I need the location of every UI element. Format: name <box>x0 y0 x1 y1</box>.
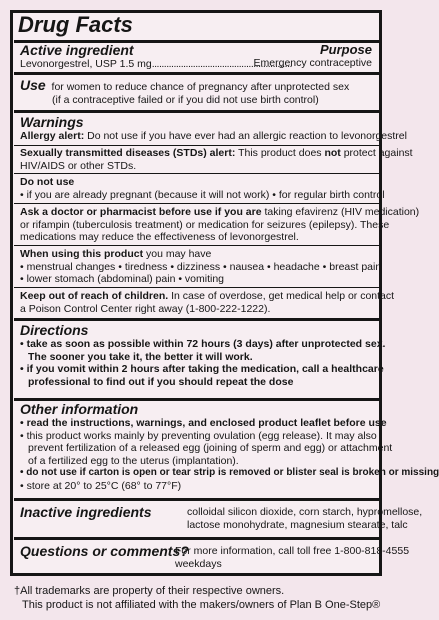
std-alert-label: Sexually transmitted diseases (STDs) alert: <box>20 147 236 159</box>
ask-doctor-text: taking efavirenz (HIV medication) <box>261 206 420 218</box>
when-using-label: When using this product <box>20 248 144 260</box>
allergy-alert-label: Allergy alert: <box>20 130 85 142</box>
ask-doctor-label: Ask a doctor or pharmacist before use if you are <box>20 206 262 218</box>
keep-out-label: Keep out of reach of children. <box>20 290 169 302</box>
trademark-note: †All trademarks are property of their respective owners. <box>14 585 285 597</box>
leader-dots: .......................................................... <box>151 58 292 70</box>
divider <box>14 318 380 321</box>
other-line-3: prevent fertilization of a released egg (joining of sperm and egg) or attachment <box>28 442 393 454</box>
std-alert-text-2: protect against <box>340 147 413 159</box>
when-using-line-3: • lower stomach (abdominal) pain • vomiting <box>20 273 225 285</box>
questions-heading: Questions or comments? <box>20 543 189 559</box>
do-not-use <box>20 176 385 201</box>
inactive-line-2: lactose monohydrate, magnesium stearate, talc <box>187 519 408 531</box>
allergy-alert-text: Do not use if you have ever had an allergic reaction to levonorgestrel <box>84 130 407 142</box>
warnings-heading: Warnings <box>20 114 84 130</box>
warnings-section <box>20 114 407 143</box>
divider <box>14 110 380 113</box>
other-information-section <box>20 401 439 492</box>
when-using <box>20 248 382 286</box>
divider <box>14 498 380 501</box>
ask-doctor <box>20 206 420 244</box>
divider <box>14 537 380 540</box>
ask-doctor-line-3: medications may reduce the effectiveness of levonorgestrel. <box>20 231 299 243</box>
divider <box>14 203 380 204</box>
keep-out-of-reach <box>20 290 395 315</box>
inactive-ingredients-heading: Inactive ingredients <box>20 504 152 520</box>
keep-out-text: In case of overdose, get medical help or contact <box>168 290 395 302</box>
divider <box>14 287 380 288</box>
affiliation-note: This product is not affiliated with the makers/owners of Plan B One-Step® <box>22 599 381 611</box>
keep-out-line-2: a Poison Control Center right away (1-800-222-1222). <box>20 302 271 315</box>
questions-line-2: weekdays <box>175 558 222 570</box>
directions-section <box>20 322 386 388</box>
purpose-heading: Purpose <box>319 42 372 57</box>
active-ingredient-section <box>20 42 378 71</box>
directions-heading: Directions <box>20 322 89 338</box>
ask-doctor-line-2: or rifampin (tuberculosis treatment) or medication for seizures (epilepsy). These <box>20 218 390 231</box>
other-line-5: • do not use if carton is open or tear strip is removed or blister seal is broken or missing <box>20 467 439 478</box>
other-line-1: • read the instructions, warnings, and enclosed product leaflet before use <box>20 417 387 429</box>
other-line-2: • this product works mainly by preventing ovulation (egg release). It may also <box>20 429 377 442</box>
use-heading: Use <box>20 77 46 93</box>
active-ingredient-heading: Active ingredient <box>20 42 134 58</box>
purpose-value: Emergency contraceptive <box>253 57 372 69</box>
std-alert-line-2: HIV/AIDS or other STDs. <box>20 159 137 172</box>
use-line-2: (if a contraceptive failed or if you did not use birth control) <box>52 93 319 106</box>
divider <box>14 245 380 246</box>
other-line-6: • store at 20° to 25°C (68° to 77°F) <box>20 479 182 492</box>
divider <box>14 72 380 75</box>
directions-line-3: • if you vomit within 2 hours after taking the medication, call a healthcare <box>20 363 384 375</box>
drug-facts-title: Drug Facts <box>18 12 133 37</box>
when-using-line-2: • menstrual changes • tiredness • dizziness • nausea • headache • breast pain <box>20 260 382 273</box>
directions-line-4: professional to find out if you should repeat the dose <box>28 375 294 388</box>
ingredient-name: Levonorgestrel, USP 1.5 mg <box>20 58 152 70</box>
std-alert <box>20 147 413 172</box>
do-not-use-label: Do not use <box>20 176 75 188</box>
use-line-1: for women to reduce chance of pregnancy after unprotected sex <box>51 81 350 93</box>
questions-line-1: For more information, call toll free 1-800-818-4555 <box>175 545 410 557</box>
other-line-4: of a fertilized egg to the uterus (implantation). <box>28 454 239 467</box>
directions-line-1: • take as soon as possible within 72 hours (3 days) after unprotected sex. <box>20 338 386 350</box>
divider <box>14 173 380 174</box>
std-alert-not: not <box>324 147 341 159</box>
inactive-line-1: colloidal silicon dioxide, corn starch, hypromellose, <box>187 506 423 518</box>
directions-line-2: The sooner you take it, the better it will work. <box>28 350 253 363</box>
do-not-use-line: • if you are already pregnant (because it will not work) • for regular birth control <box>20 188 385 201</box>
other-information-heading: Other information <box>20 401 139 417</box>
divider <box>14 145 380 146</box>
std-alert-text: This product does <box>235 147 325 159</box>
use-section <box>20 77 378 106</box>
when-using-text: you may have <box>143 248 212 260</box>
